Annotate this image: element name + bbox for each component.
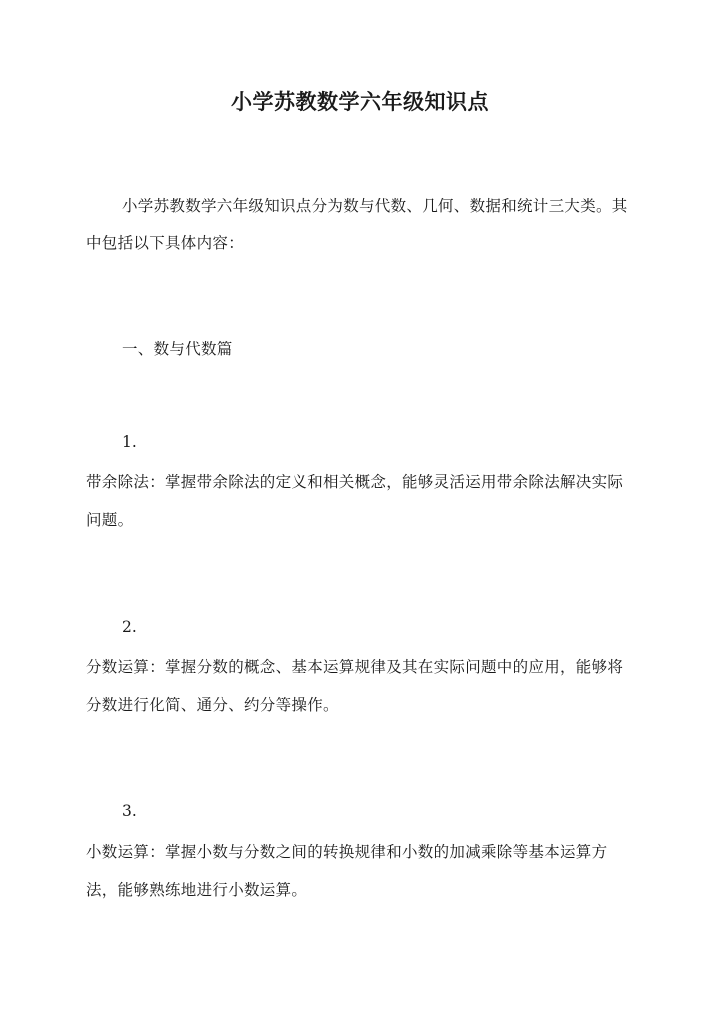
item-number: 1. [122, 433, 137, 451]
document-title: 小学苏教数学六年级知识点 [231, 89, 489, 114]
item-text: 带余除法：掌握带余除法的定义和相关概念，能够灵活运用带余除法解决实际问题。 [86, 473, 624, 529]
item-number: 2. [122, 618, 137, 636]
item-number: 3. [122, 802, 137, 820]
item-text: 分数运算：掌握分数的概念、基本运算规律及其在实际问题中的应用，能够将分数进行化简、通分、约分等操作。 [86, 658, 624, 714]
intro-paragraph: 小学苏教数学六年级知识点分为数与代数、几何、数据和统计三大类。其中包括以下具体内容： [86, 197, 628, 252]
section-heading: 一、数与代数篇 [122, 340, 233, 358]
item-text: 小数运算：掌握小数与分数之间的转换规律和小数的加减乘除等基本运算方法，能够熟练地进行小数运算。 [86, 843, 608, 899]
